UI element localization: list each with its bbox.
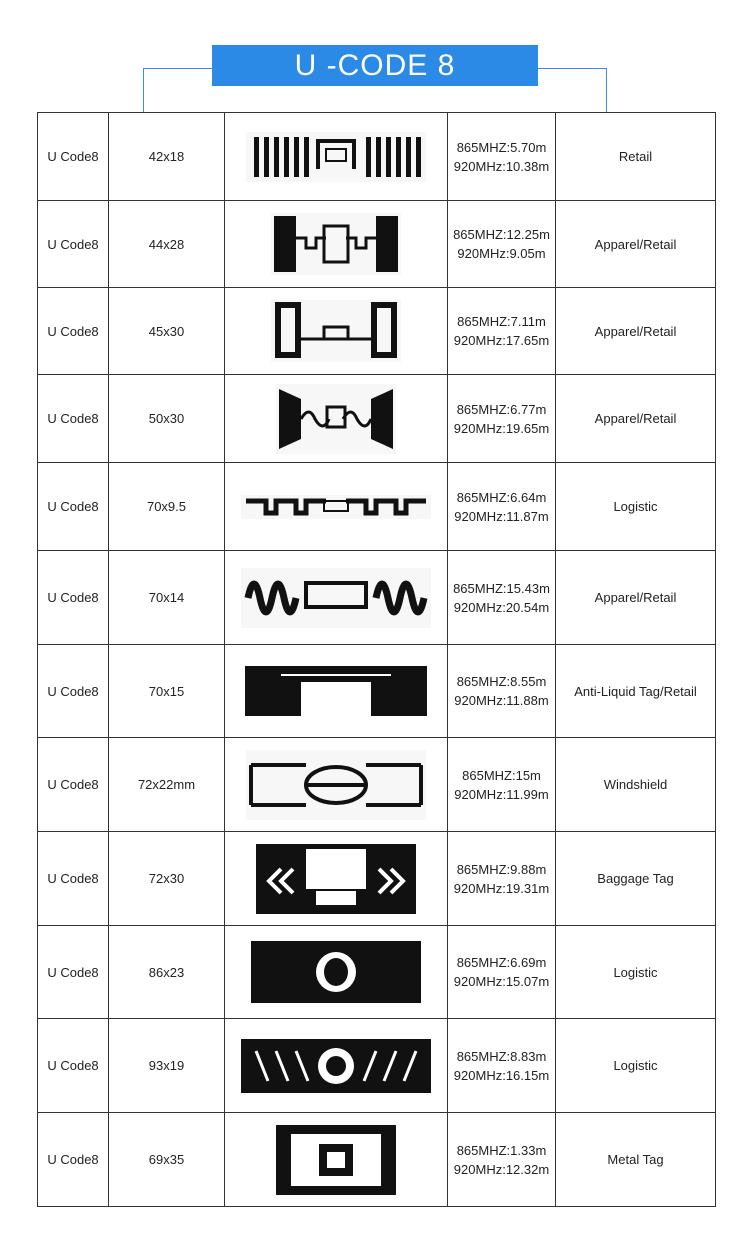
range-920-text: 920MHz:19.65m — [453, 420, 550, 436]
read-range-cell — [448, 832, 556, 926]
model-cell: U Code8 — [38, 832, 109, 926]
tag-image-cell — [225, 288, 448, 375]
model-cell: U Code8 — [38, 1019, 109, 1113]
antenna-70x15-icon — [225, 660, 447, 722]
application-cell: Baggage Tag — [556, 832, 716, 926]
antenna-86x23-icon — [225, 935, 447, 1009]
range-920-text: 920MHz:11.87m — [454, 508, 549, 524]
size-cell: 72x30 — [109, 832, 225, 926]
range-865-text: 865MHZ:8.55m — [456, 674, 547, 689]
table-row — [38, 832, 716, 926]
read-range-cell — [448, 551, 556, 645]
tag-image-cell — [225, 375, 448, 463]
application-cell: Apparel/Retail — [556, 551, 716, 645]
antenna-72x22-icon — [225, 745, 447, 825]
size-cell: 50x30 — [109, 375, 225, 463]
range-920-text: 920MHz:15.07m — [453, 974, 550, 989]
read-range-cell — [448, 926, 556, 1019]
tag-image-cell — [225, 926, 448, 1019]
size-cell: 44x28 — [109, 201, 225, 288]
read-range-cell — [448, 463, 556, 551]
range-865-text: 865MHZ:15.43m — [453, 580, 550, 596]
model-cell: U Code8 — [38, 645, 109, 738]
read-range-cell — [448, 288, 556, 375]
page-title: U -CODE 8 — [212, 45, 538, 86]
range-865-text: 865MHZ:9.88m — [456, 861, 547, 877]
tag-image-cell — [225, 551, 448, 645]
range-865-text: 865MHZ:6.64m — [456, 489, 547, 505]
range-865-text: 865MHZ:15m — [462, 767, 541, 783]
model-cell: U Code8 — [38, 1113, 109, 1207]
size-cell: 70x15 — [109, 645, 225, 738]
range-920-text: 920MHz:17.65m — [453, 333, 550, 348]
application-cell: Anti-Liquid Tag/Retail — [556, 645, 716, 738]
antenna-72x30-icon — [225, 839, 447, 919]
read-range-cell — [448, 1019, 556, 1113]
tag-image-cell — [225, 832, 448, 926]
size-cell: 69x35 — [109, 1113, 225, 1207]
antenna-42x18-icon — [225, 127, 447, 187]
size-cell: 42x18 — [109, 113, 225, 201]
table-row — [38, 375, 716, 463]
range-865-text: 865MHZ:5.70m — [456, 139, 547, 155]
antenna-70x14-icon — [225, 563, 447, 633]
range-920-text: 920MHz:10.38m — [453, 158, 550, 174]
model-cell: U Code8 — [38, 463, 109, 551]
table-row — [38, 463, 716, 551]
model-cell: U Code8 — [38, 288, 109, 375]
table-row — [38, 738, 716, 832]
read-range-cell — [448, 645, 556, 738]
tag-image-cell — [225, 1113, 448, 1207]
model-cell: U Code8 — [38, 551, 109, 645]
table-row — [38, 645, 716, 738]
tag-image-cell — [225, 738, 448, 832]
antenna-45x30-icon — [225, 295, 447, 367]
application-cell: Windshield — [556, 738, 716, 832]
tag-image-cell — [225, 645, 448, 738]
size-cell: 86x23 — [109, 926, 225, 1019]
application-cell: Logistic — [556, 463, 716, 551]
range-920-text: 920MHz:11.99m — [454, 786, 549, 802]
range-865-text: 865MHZ:6.69m — [456, 955, 547, 970]
range-865-text: 865MHZ:1.33m — [456, 1142, 547, 1158]
antenna-69x35-icon — [225, 1120, 447, 1200]
application-cell: Apparel/Retail — [556, 375, 716, 463]
read-range-cell — [448, 113, 556, 201]
size-cell: 70x14 — [109, 551, 225, 645]
read-range-cell — [448, 738, 556, 832]
range-865-text: 865MHZ:8.83m — [456, 1048, 547, 1064]
size-cell: 70x9.5 — [109, 463, 225, 551]
table-row — [38, 926, 716, 1019]
model-cell: U Code8 — [38, 375, 109, 463]
antenna-93x19-icon — [225, 1031, 447, 1101]
range-865-text: 865MHZ:6.77m — [456, 401, 547, 417]
table-row — [38, 113, 716, 201]
tag-image-cell — [225, 1019, 448, 1113]
size-cell: 45x30 — [109, 288, 225, 375]
title-banner — [0, 0, 750, 112]
antenna-50x30-icon — [225, 379, 447, 459]
application-cell: Apparel/Retail — [556, 201, 716, 288]
tag-image-cell — [225, 113, 448, 201]
read-range-cell — [448, 375, 556, 463]
range-920-text: 920MHz:9.05m — [457, 246, 546, 261]
range-865-text: 865MHZ:12.25m — [453, 227, 550, 242]
range-865-text: 865MHZ:7.11m — [457, 314, 546, 329]
antenna-44x28-icon — [225, 208, 447, 280]
model-cell: U Code8 — [38, 926, 109, 1019]
range-920-text: 920MHz:11.88m — [454, 693, 549, 708]
application-cell: Logistic — [556, 926, 716, 1019]
size-cell: 72x22mm — [109, 738, 225, 832]
read-range-cell — [448, 1113, 556, 1207]
model-cell: U Code8 — [38, 113, 109, 201]
application-cell: Apparel/Retail — [556, 288, 716, 375]
size-cell: 93x19 — [109, 1019, 225, 1113]
model-cell: U Code8 — [38, 201, 109, 288]
read-range-cell — [448, 201, 556, 288]
range-920-text: 920MHz:20.54m — [453, 599, 550, 615]
application-cell: Logistic — [556, 1019, 716, 1113]
tag-image-cell — [225, 463, 448, 551]
range-920-text: 920MHz:16.15m — [453, 1067, 550, 1083]
antenna-70x9.5-icon — [225, 487, 447, 527]
table-row — [38, 1019, 716, 1113]
tag-image-cell — [225, 201, 448, 288]
range-920-text: 920MHz:12.32m — [453, 1161, 550, 1177]
table-row — [38, 288, 716, 375]
application-cell: Retail — [556, 113, 716, 201]
table-row — [38, 1113, 716, 1207]
product-table — [37, 112, 716, 1207]
table-row — [38, 201, 716, 288]
model-cell: U Code8 — [38, 738, 109, 832]
application-cell: Metal Tag — [556, 1113, 716, 1207]
range-920-text: 920MHz:19.31m — [453, 880, 550, 896]
table-row — [38, 551, 716, 645]
